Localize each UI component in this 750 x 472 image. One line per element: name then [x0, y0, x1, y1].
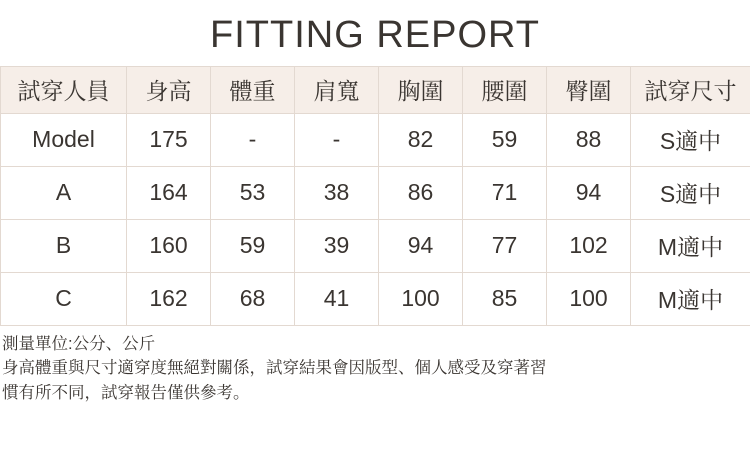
- table-row: [1, 272, 750, 325]
- cell-hip: 102: [547, 219, 631, 272]
- cell-weight: 68: [211, 272, 295, 325]
- cell-shoulder: 41: [295, 272, 379, 325]
- cell-bust: 82: [379, 113, 463, 166]
- cell-shoulder: 38: [295, 166, 379, 219]
- cell-weight: 53: [211, 166, 295, 219]
- cell-waist: 77: [463, 219, 547, 272]
- column-header-size: 試穿尺寸: [631, 66, 750, 113]
- cell-bust: 100: [379, 272, 463, 325]
- cell-hip: 88: [547, 113, 631, 166]
- cell-tester: B: [1, 219, 127, 272]
- page-title: FITTING REPORT: [210, 14, 540, 56]
- column-header-shoulder: 肩寬: [295, 66, 379, 113]
- cell-height: 164: [127, 166, 211, 219]
- cell-weight: 59: [211, 219, 295, 272]
- cell-waist: 71: [463, 166, 547, 219]
- note-line-disclaimer-1: 身高體重與尺寸適穿度無絕對關係，試穿結果會因版型、個人感受及穿著習: [2, 359, 547, 378]
- fitting-report-table: [0, 66, 750, 326]
- cell-shoulder: -: [295, 113, 379, 166]
- cell-waist: 85: [463, 272, 547, 325]
- cell-height: 160: [127, 219, 211, 272]
- cell-size: M適中: [631, 272, 750, 325]
- column-header-height: 身高: [127, 66, 211, 113]
- cell-hip: 94: [547, 166, 631, 219]
- measurement-notes: [0, 326, 750, 406]
- cell-hip: 100: [547, 272, 631, 325]
- cell-bust: 86: [379, 166, 463, 219]
- cell-bust: 94: [379, 219, 463, 272]
- column-header-weight: 體重: [211, 66, 295, 113]
- cell-shoulder: 39: [295, 219, 379, 272]
- cell-size: S適中: [631, 113, 750, 166]
- table-row: [1, 113, 750, 166]
- cell-height: 162: [127, 272, 211, 325]
- column-header-bust: 胸圍: [379, 66, 463, 113]
- cell-waist: 59: [463, 113, 547, 166]
- note-line-units: 測量單位:公分、公斤: [2, 334, 156, 353]
- cell-size: M適中: [631, 219, 750, 272]
- column-header-waist: 腰圍: [463, 66, 547, 113]
- table-row: [1, 166, 750, 219]
- cell-tester: Model: [1, 113, 127, 166]
- cell-height: 175: [127, 113, 211, 166]
- note-line-disclaimer-2: 慣有所不同，試穿報告僅供參考。: [2, 384, 250, 402]
- cell-tester: A: [1, 166, 127, 219]
- cell-weight: -: [211, 113, 295, 166]
- column-header-hip: 臀圍: [547, 66, 631, 113]
- table-row: [1, 219, 750, 272]
- cell-tester: C: [1, 272, 127, 325]
- table-header-row: [1, 66, 750, 113]
- cell-size: S適中: [631, 166, 750, 219]
- column-header-tester: 試穿人員: [1, 66, 127, 113]
